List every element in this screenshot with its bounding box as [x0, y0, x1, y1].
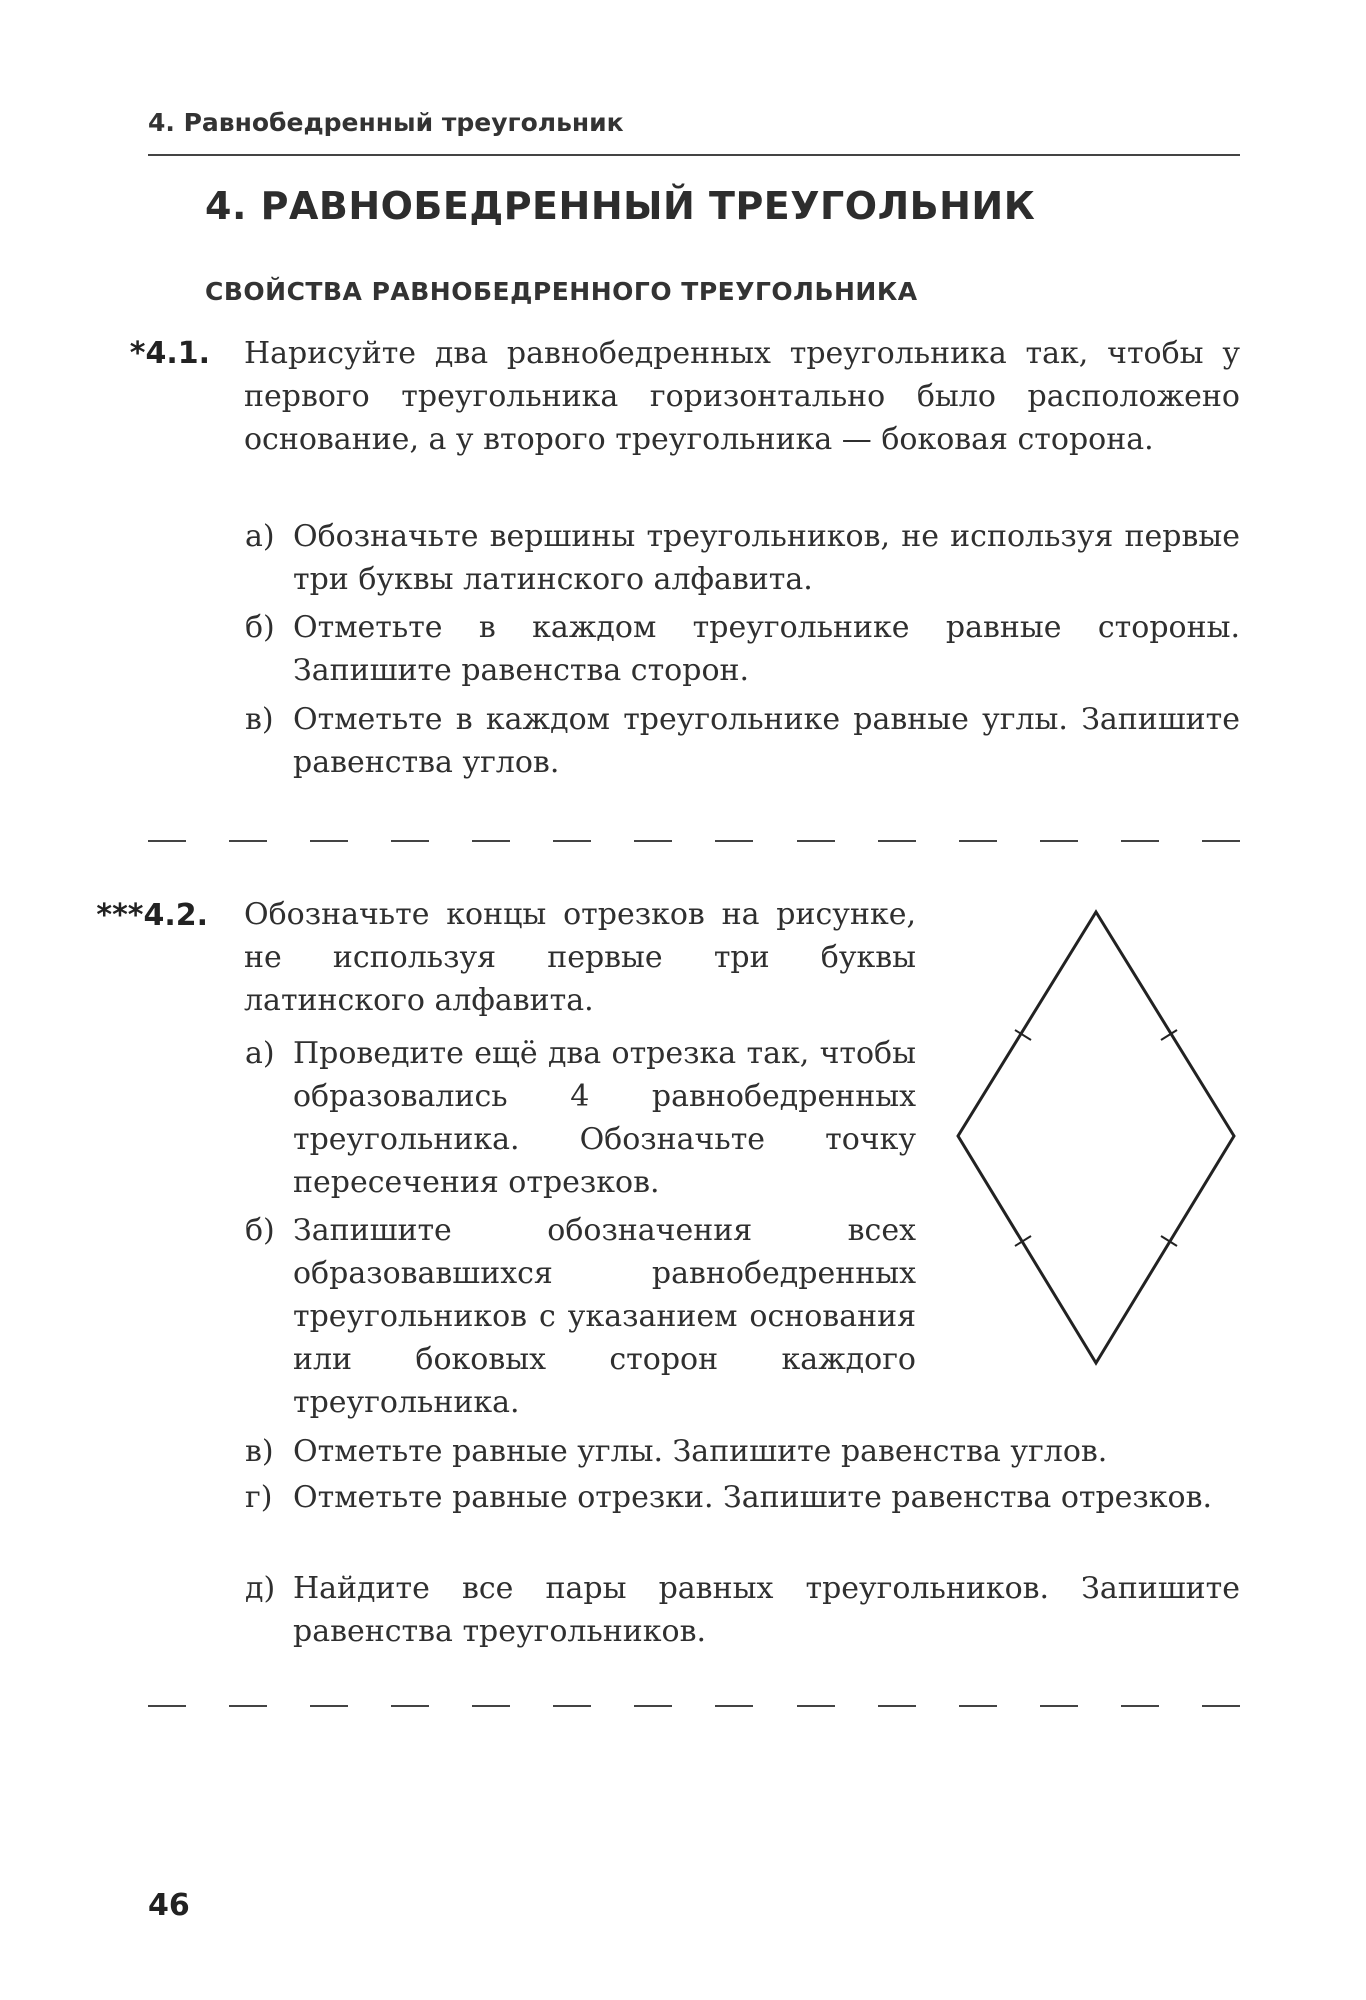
running-head: 4. Равнобедренный треугольник	[148, 108, 624, 137]
item-label: д)	[245, 1571, 276, 1606]
item-label: б)	[245, 610, 275, 645]
item-text: Проведите ещё два отрезка так, чтобы образовались 4 равнобедренных треугольника. Обозначьте точку пересечения отрезков.	[293, 1036, 916, 1200]
item-text: Отметьте в каждом треугольнике равные углы. Запишите равенства углов.	[293, 702, 1240, 780]
rhombus-outline	[958, 912, 1234, 1363]
task-4-2-item-b	[245, 1209, 916, 1424]
item-label: б)	[245, 1213, 275, 1248]
task-4-2-item-d	[245, 1476, 1240, 1519]
item-text: Отметьте равные отрезки. Запишите равенства отрезков.	[293, 1480, 1213, 1515]
task-4-1-item-a	[245, 515, 1240, 601]
item-label: г)	[245, 1480, 273, 1515]
item-text: Отметьте равные углы. Запишите равенства углов.	[293, 1434, 1108, 1469]
item-label: а)	[245, 1036, 275, 1071]
task-text-4-2: Обозначьте концы отрезков на рисунке, не используя первые три буквы латинского алфавита.	[244, 897, 916, 1018]
answer-dashed-line	[148, 1705, 1240, 1709]
item-label: а)	[245, 519, 275, 554]
task-4-1-item-b	[245, 606, 1240, 692]
rhombus-figure	[948, 906, 1248, 1376]
item-text: Найдите все пары равных треугольников. Запишите равенства треугольников.	[293, 1571, 1240, 1649]
task-4-2-item-c	[245, 1430, 1240, 1473]
task-4-2-item-a	[245, 1032, 916, 1204]
item-label: в)	[245, 702, 274, 737]
page-number: 46	[148, 1888, 190, 1923]
task-text-4-1: Нарисуйте два равнобедренных треугольника так, чтобы у первого треугольника горизонтально было расположено основание, а у второго треугольника — боковая сторона.	[244, 336, 1240, 457]
task-4-1-item-c	[245, 698, 1240, 784]
section-title: СВОЙСТВА РАВНОБЕДРЕННОГО ТРЕУГОЛЬНИКА	[205, 277, 918, 306]
header-rule	[148, 154, 1240, 156]
task-4-2-item-e	[245, 1567, 1240, 1653]
item-label: в)	[245, 1434, 274, 1469]
answer-dashed-line	[148, 840, 1240, 844]
item-text: Обозначьте вершины треугольников, не используя первые три буквы латинского алфавита.	[293, 519, 1240, 597]
item-text: Запишите обозначения всех образовавшихся равнобедренных треугольников с указанием основания или боковых сторон каждого треугольника.	[293, 1213, 916, 1420]
task-number-4-2: ***4.2.	[96, 898, 208, 933]
item-text: Отметьте в каждом треугольнике равные стороны. Запишите равенства сторон.	[293, 610, 1240, 688]
chapter-title: 4. РАВНОБЕДРЕННЫЙ ТРЕУГОЛЬНИК	[205, 184, 1036, 228]
task-number-4-1: *4.1.	[129, 336, 210, 371]
